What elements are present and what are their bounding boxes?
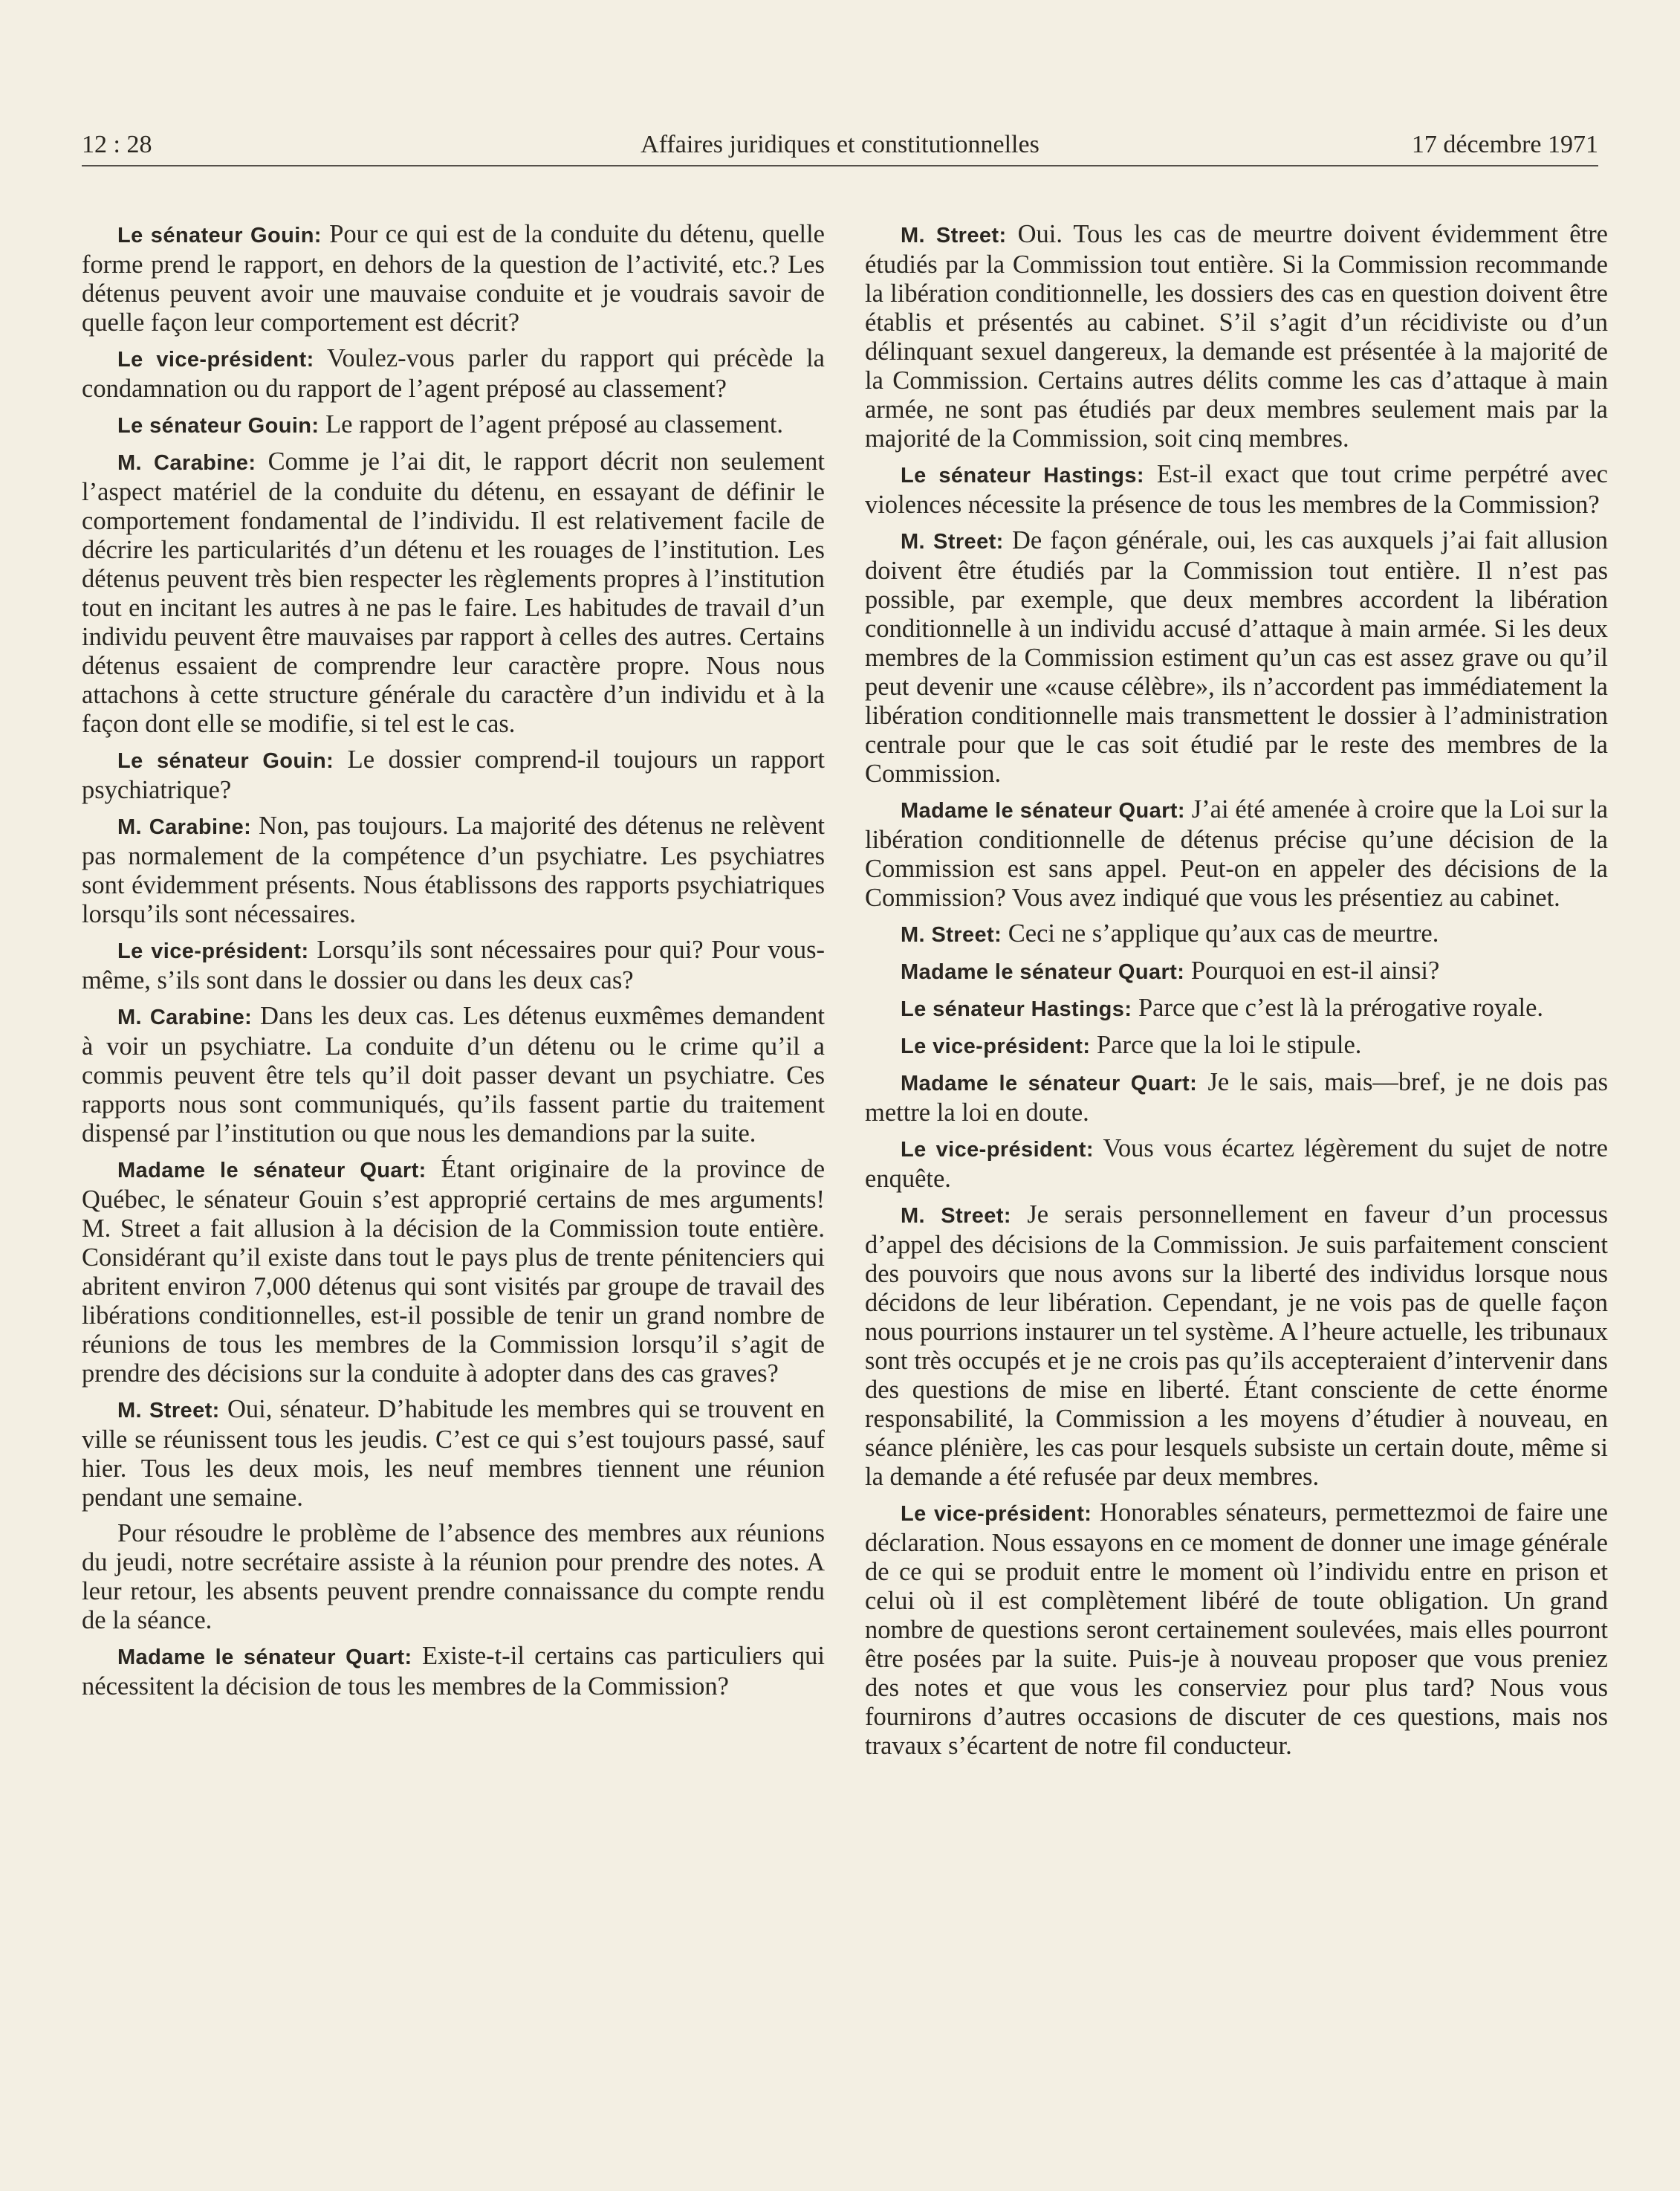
speech-text: Voulez-vous parler du rapport qui précède la condamnation ou du rapport de l’agent préposé au classement?: [82, 344, 825, 403]
speech-paragraph: [865, 994, 1608, 1024]
speech-paragraph: [865, 1498, 1608, 1761]
speaker-name: M. Street:: [901, 224, 1007, 247]
running-title: Affaires juridiques et constitutionnelles: [640, 131, 1040, 158]
speaker-name: M. Street:: [901, 530, 1004, 554]
speech-text: Lorsqu’ils sont nécessaires pour qui? Pour vous-même, s’ils sont dans le dossier ou dans les deux cas?: [82, 936, 825, 994]
speaker-name: Le vice-président:: [901, 1502, 1092, 1526]
speaker-name: Madame le sénateur Quart:: [901, 799, 1185, 823]
speech-text: Étant originaire de la province de Québec, le sénateur Gouin s’est approprié certains de mes arguments! M. Street a fait allusion à la décision de la Commission toute entière. Considérant qu’il existe dans tout le pays plus de trente pénitenciers qui abritent environ 7,000 détenus qui sont visités par groupe de travail des libérations conditionnelles, est-il possible de tenir un grand nombre de réunions de tous les membres de la Commission lorsqu’il s’agit de prendre des décisions sur la conduite à adopter dans des cas graves?: [82, 1155, 826, 1388]
speech-paragraph: [82, 1519, 825, 1635]
speaker-name: Le sénateur Hastings:: [901, 997, 1132, 1021]
speech-paragraph: [865, 526, 1608, 789]
speaker-name: Madame le sénateur Quart:: [901, 960, 1185, 984]
speech-paragraph: [82, 812, 825, 929]
speech-text: Comme je l’ai dit, le rapport décrit non seulement l’aspect matériel de la conduite du détenu, en essayant de définir le comportement fondamental de l’individu. Il est relativement facile de décrire les particularités d’un détenu et les rouages de l’institution. Les détenus peuvent très bien respecter les règlements propres à l’institution tout en incitant les autres à ne pas le faire. Les habitudes de travail d’un individu peuvent être mauvaises par rapport à celles des autres. Certains détenus essaient de comprendre leur caractère propre. Nous nous attachons à cette structure générale du caractère d’un individu et à la façon dont elle se modifie, si tel est le cas.: [82, 447, 825, 738]
page-header: [82, 126, 1598, 166]
speech-text: Parce que la loi le stipule.: [1097, 1031, 1362, 1059]
speech-paragraph: [82, 447, 825, 739]
speech-paragraph: [82, 1155, 825, 1388]
speaker-name: M. Street:: [901, 923, 1002, 947]
speaker-name: Le vice-président:: [901, 1138, 1094, 1162]
speech-text: Dans les deux cas. Les détenus euxmêmes demandent à voir un psychiatre. La conduite d’un détenu ou le crime qu’il a commis peuvent être tels qu’il doit passer devant un psychiatre. Ces rapports nous sont communiqués, qu’ils fassent partie du traitement dispensé par l’institution ou que nous les demandions par la suite.: [82, 1002, 825, 1148]
right-column: [865, 220, 1608, 1767]
speaker-name: Le sénateur Gouin:: [117, 414, 320, 438]
speech-paragraph: [82, 936, 825, 995]
header-date: 17 décembre 1971: [1411, 131, 1598, 158]
speaker-name: Le sénateur Gouin:: [117, 224, 322, 247]
speaker-name: Le vice-président:: [117, 939, 309, 963]
speaker-name: Madame le sénateur Quart:: [117, 1159, 427, 1182]
speech-paragraph: [865, 1200, 1608, 1492]
speaker-name: M. Street:: [117, 1399, 220, 1423]
speaker-name: Madame le sénateur Quart:: [901, 1072, 1198, 1096]
speech-text: Honorables sénateurs, permettezmoi de faire une déclaration. Nous essayons en ce moment de donner une image générale de ce qui se produit entre le moment où l’individu entre en prison et celui où il est complètement libéré de toute obligation. Un grand nombre de questions seront certainement soulevées, mais elles pourront être posées par la suite. Puis-je à nouveau proposer que vous preniez des notes et que vous les conserviez pour plus tard? Nous vous fournirons d’autres occasions de discuter de ces questions, mais nos travaux s’écartent de notre fil conducteur.: [865, 1498, 1609, 1760]
speech-text: Pour ce qui est de la conduite du détenu, quelle forme prend le rapport, en dehors de la question de l’activité, etc.? Les détenus peuvent avoir une mauvaise conduite et je voudrais savoir de quelle façon leur comportement est décrit?: [82, 220, 825, 337]
speech-text: Pourquoi en est-il ainsi?: [1190, 957, 1440, 985]
page-number: 12 : 28: [82, 131, 152, 158]
speech-text: Oui, sénateur. D’habitude les membres qui se trouvent en ville se réunissent tous les jeudis. C’est ce qui s’est toujours passé, sauf hier. Tous les deux mois, les neuf membres tiennent une réunion pendant une semaine.: [82, 1395, 825, 1512]
speech-paragraph: [82, 410, 825, 441]
speech-text: Ceci ne s’applique qu’aux cas de meurtre.: [1008, 919, 1439, 948]
speech-text: Oui. Tous les cas de meurtre doivent évidemment être étudiés par la Commission tout entière. Si la Commission recommande la libération conditionnelle, les dossiers des cas en question doivent être établis et présentés au cabinet. S’il s’agit d’un récidiviste ou d’un délinquant sexuel dangereux, la demande est présentée à la majorité de la Commission. Certains autres délits comme les cas d’attaque à main armée, ne sont pas étudiés par deux membres seulement mais par la majorité de la Commission, soit cinq membres.: [865, 220, 1608, 453]
speech-paragraph: [865, 957, 1608, 987]
speaker-name: M. Carabine:: [117, 451, 256, 475]
speech-text: Je le sais, mais—bref, je ne dois pas mettre la loi en doute.: [865, 1068, 1609, 1127]
speech-paragraph: [865, 795, 1608, 913]
speech-text: Pour résoudre le problème de l’absence des membres aux réunions du jeudi, notre secrétaire assiste à la réunion pour prendre des notes. A leur retour, les absents peuvent prendre connaissance du compte rendu de la séance.: [82, 1519, 825, 1634]
speaker-name: M. Carabine:: [117, 1006, 253, 1029]
speaker-name: Le vice-président:: [117, 348, 314, 372]
speech-paragraph: [82, 1002, 825, 1148]
speech-paragraph: [865, 460, 1608, 520]
speech-paragraph: [82, 1642, 825, 1701]
speech-paragraph: [865, 220, 1608, 453]
speech-paragraph: [82, 745, 825, 805]
speaker-name: M. Carabine:: [117, 815, 252, 839]
speech-paragraph: [865, 1031, 1608, 1061]
speech-text: Vous vous écartez légèrement du sujet de notre enquête.: [865, 1134, 1608, 1193]
speech-text: Le dossier comprend-il toujours un rapport psychiatrique?: [82, 745, 825, 804]
speech-paragraph: [865, 1134, 1608, 1194]
speech-text: Existe-t-il certains cas particuliers qui nécessitent la décision de tous les membres de la Commission?: [82, 1642, 826, 1700]
speech-text: Je serais personnellement en faveur d’un processus d’appel des décisions de la Commission. Je suis parfaitement conscient des pouvoirs que nous avons sur la liberté des individus lorsque nous décidons de leur libération. Cependant, je ne vois pas de quelle façon nous pourrions instaurer un tel système. A l’heure actuelle, les tribunaux sont très occupés et je ne crois pas qu’ils accepteraient d’intervenir dans des questions de mise en liberté. Étant consciente de cette énorme responsabilité, la Commission a les moyens d’étudier à nouveau, en séance plénière, les cas pour lesquels subsiste un certain doute, même si la demande a été refusée par deux membres.: [865, 1200, 1609, 1491]
speaker-name: Le vice-président:: [901, 1035, 1091, 1058]
speaker-name: M. Street:: [901, 1204, 1011, 1228]
speaker-name: Le sénateur Hastings:: [901, 464, 1144, 488]
speech-paragraph: [82, 1395, 825, 1512]
speech-paragraph: [865, 1068, 1608, 1127]
speech-paragraph: [865, 919, 1608, 950]
speech-text: J’ai été amenée à croire que la Loi sur la libération conditionnelle de détenus précise qu’une décision de la Commission est sans appel. Peut-on en appeler des décisions de la Commission? Vous avez indiqué que vous les présentiez au cabinet.: [865, 795, 1609, 912]
left-column: [82, 220, 825, 1708]
speech-paragraph: [82, 344, 825, 404]
speaker-name: Madame le sénateur Quart:: [117, 1645, 412, 1669]
speech-paragraph: [82, 220, 825, 337]
speech-text: Parce que c’est là la prérogative royale.: [1138, 994, 1544, 1022]
speech-text: Le rapport de l’agent préposé au classement.: [325, 410, 784, 438]
speech-text: De façon générale, oui, les cas auxquels j’ai fait allusion doivent être étudiés par la Commission tout entière. Il n’est pas possible, par exemple, que deux membres accordent la libération conditionnelle à un individu accusé d’attaque à main armée. Si les deux membres de la Commission estiment qu’un cas est assez grave ou qu’il peut devenir une «cause célèbre», ils n’accordent pas immédiatement la libération conditionnelle mais transmettent le dossier à l’administration centrale pour que le cas soit étudié par le reste des membres de la Commission.: [865, 526, 1609, 788]
speech-text: Non, pas toujours. La majorité des détenus ne relèvent pas normalement de la compétence d’un psychiatre. Les psychiatres sont évidemment présents. Nous établissons des rapports psychiatriques lorsqu’ils sont nécessaires.: [82, 812, 825, 928]
speaker-name: Le sénateur Gouin:: [117, 749, 334, 773]
speech-text: Est-il exact que tout crime perpétré avec violences nécessite la présence de tous les membres de la Commission?: [865, 460, 1608, 519]
